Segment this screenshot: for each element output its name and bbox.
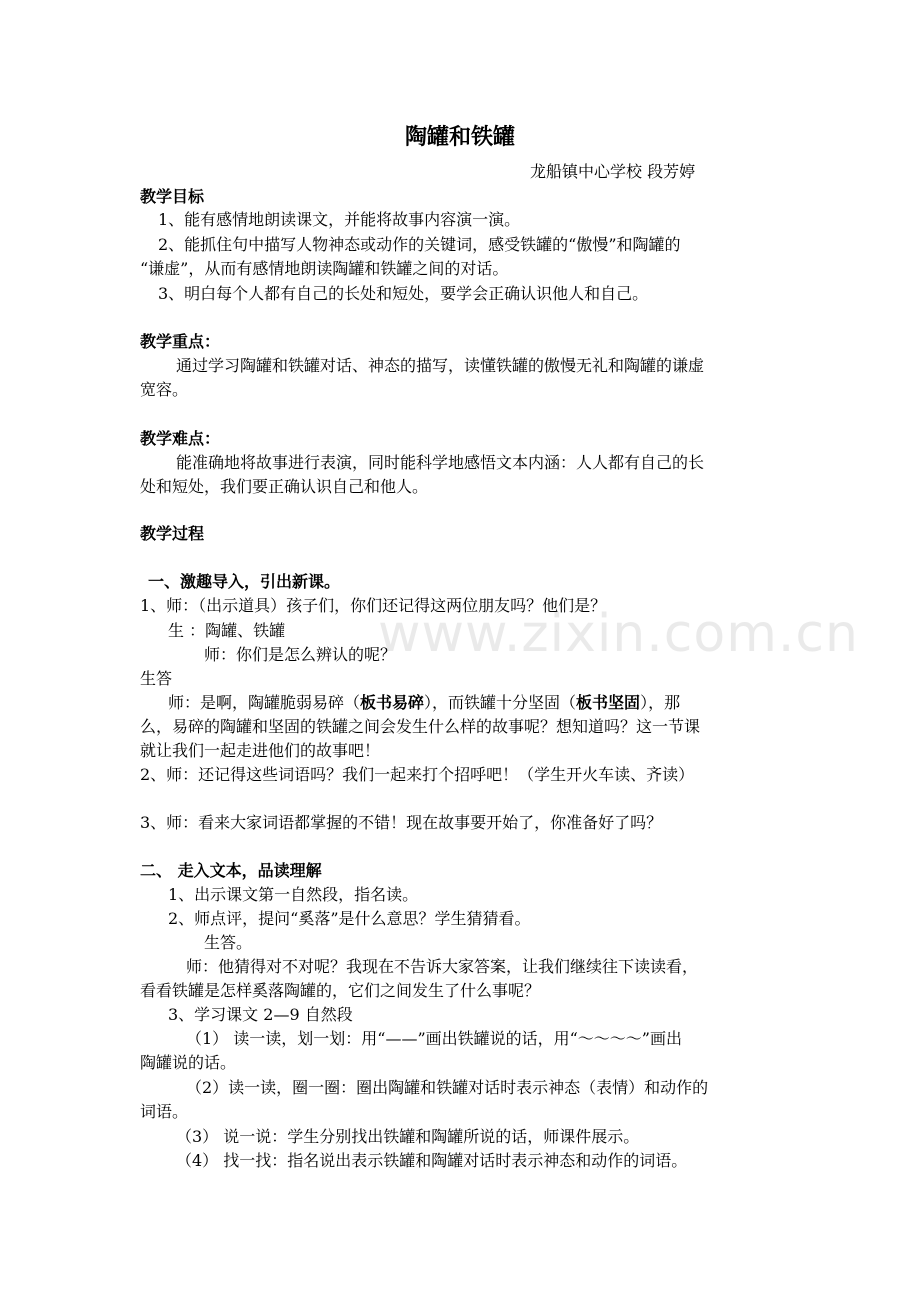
difficulties-text-cont: 处和短处，我们要正确认识自己和他人。 [140,477,429,496]
key-points-text-cont: 宽容。 [140,380,189,399]
process-heading: 教学过程 [140,524,205,543]
section-1-heading: 一、激趣导入，引出新课。 [148,572,341,591]
board-note-sturdy: 板书坚固 [576,693,641,712]
section-1-line-3: 师：你们是怎么辨认的呢？ [204,645,397,664]
section-1-line-1: 1、师：（出示道具）孩子们，你们还记得这两位朋友吗？他们是？ [140,596,607,615]
section-2-line-11: （3） 说一说：学生分别找出铁罐和陶罐所说的话，师课件展示。 [176,1127,640,1146]
goals-heading: 教学目标 [140,187,205,206]
section-2-line-12: （4） 找一找：指名说出表示铁罐和陶罐对话时表示神态和动作的词语。 [176,1151,688,1170]
section-2-line-6: 3、学习课文 2—9 自然段 [168,1005,353,1024]
section-2-heading: 二、 走入文本，品读理解 [140,861,322,880]
section-1-line-6: 么，易碎的陶罐和坚固的铁罐之间会发生什么样的故事呢？想知道吗？这一节课 [140,717,701,736]
section-1-line-8: 2、师：还记得这些词语吗？我们一起来打个招呼吧！（学生开火车读、齐读） [140,765,695,784]
difficulties-text: 能准确地将故事进行表演，同时能科学地感悟文本内涵：人人都有自己的长 [176,453,705,472]
section-2-line-1: 1、出示课文第一自然段，指名读。 [168,885,419,904]
key-points-text: 通过学习陶罐和铁罐对话、神态的描写，读懂铁罐的傲慢无礼和陶罐的谦虚 [176,356,705,375]
section-2-line-7: （1） 读一读，划一划：用“——”画出铁罐说的话，用“～～～～”画出 [186,1029,682,1048]
section-1-line-4: 生答 [140,669,173,688]
board-note-fragile: 板书易碎 [360,693,425,712]
section-2-line-2: 2、师点评，提问“奚落”是什么意思？学生猜猜看。 [168,909,531,928]
key-points-heading: 教学重点： [140,332,221,351]
section-1-line-5 [168,692,680,714]
author-line: 龙船镇中心学校 段芳婷 [530,162,696,181]
document-title: 陶罐和铁罐 [404,124,515,150]
goal-item-1: 1、能有感情地朗读课文，并能将故事内容演一演。 [158,210,521,229]
section-2-line-4: 师：他猜得对不对呢？我现在不告诉大家答案，让我们继续往下读读看， [186,957,699,976]
section-2-line-10: 词语。 [140,1102,189,1121]
goal-item-2: 2、能抓住句中描写人物神态或动作的关键词，感受铁罐的“傲慢”和陶罐的 [158,235,681,254]
difficulties-heading: 教学难点： [140,429,221,448]
section-2-line-9: （2）读一读，圈一圈：圈出陶罐和铁罐对话时表示神态（表情）和动作的 [186,1078,709,1097]
section-2-line-5: 看看铁罐是怎样奚落陶罐的，它们之间发生了什么事呢？ [140,981,541,1000]
watermark: www.zixin.com.cn [378,604,859,664]
goal-item-3: 3、明白每个人都有自己的长处和短处，要学会正确认识他人和自己。 [158,284,649,303]
section-2-line-3: 生答。 [204,933,253,952]
goal-item-2-cont: “谦虚”，从而有感情地朗读陶罐和铁罐之间的对话。 [140,259,509,278]
section-1-line-9: 3、师：看来大家词语都掌握的不错！现在故事要开始了，你准备好了吗？ [140,813,663,832]
section-1-line-2: 生 ：陶罐、铁罐 [168,621,286,640]
line-5-part-c: ），而铁罐十分坚固（ [424,693,577,712]
line-5-part-e: ），那 [640,693,681,712]
line-5-part-a: 师：是啊，陶罐脆弱易碎（ [168,693,361,712]
section-2-line-8: 陶罐说的话。 [140,1053,237,1072]
section-1-line-7: 就让我们一起走进他们的故事吧！ [140,741,381,760]
